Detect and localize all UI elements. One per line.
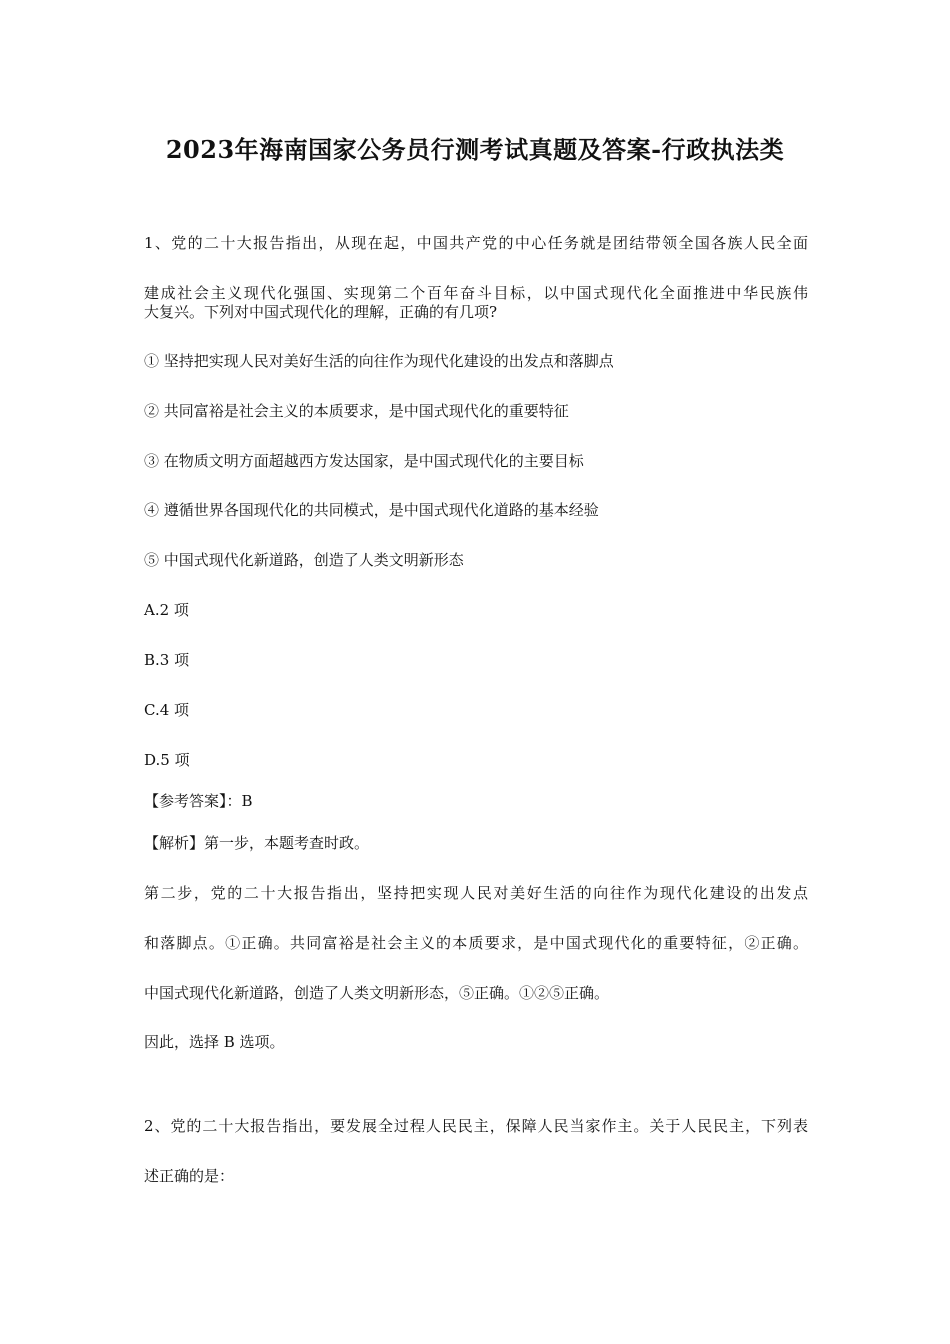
q1-stem-line-2: 建成社会主义现代化强国、实现第二个百年奋斗目标，以中国式现代化全面推进中华民族伟 — [144, 284, 808, 302]
q1-analysis-line-1: 【解析】第一步，本题考查时政。 — [144, 834, 370, 852]
document-title: 2023年海南国家公务员行测考试真题及答案-行政执法类 — [165, 135, 785, 164]
q2-stem-line-1: 2、党的二十大报告指出，要发展全过程人民民主，保障人民当家作主。关于人民民主，下列表 — [144, 1117, 808, 1135]
q1-statement-5: ⑤ 中国式现代化新道路，创造了人类文明新形态 — [144, 551, 464, 569]
q1-stem-line-1: 1、党的二十大报告指出，从现在起，中国共产党的中心任务就是团结带领全国各族人民全面 — [144, 234, 808, 252]
q1-answer: 【参考答案】：B — [144, 792, 253, 810]
q1-statement-1: ① 坚持把实现人民对美好生活的向往作为现代化建设的出发点和落脚点 — [144, 352, 614, 370]
q1-option-b: B.3 项 — [144, 651, 190, 669]
q2-stem-line-2: 述正确的是： — [144, 1167, 235, 1185]
q1-analysis-line-4: 中国式现代化新道路，创造了人类文明新形态，⑤正确。①②⑤正确。 — [144, 984, 610, 1002]
q1-analysis-line-3: 和落脚点。①正确。共同富裕是社会主义的本质要求，是中国式现代化的重要特征，②正确。 — [144, 934, 808, 952]
q1-statement-2: ② 共同富裕是社会主义的本质要求，是中国式现代化的重要特征 — [144, 402, 569, 420]
q1-option-c: C.4 项 — [144, 701, 190, 719]
q1-statement-3: ③ 在物质文明方面超越西方发达国家，是中国式现代化的主要目标 — [144, 452, 584, 470]
q1-option-a: A.2 项 — [144, 601, 189, 619]
q1-stem-line-3: 大复兴。下列对中国式现代化的理解，正确的有几项? — [144, 303, 498, 321]
q1-analysis-line-5: 因此，选择 B 选项。 — [144, 1033, 285, 1051]
q1-statement-4: ④ 遵循世界各国现代化的共同模式，是中国式现代化道路的基本经验 — [144, 501, 599, 519]
q1-analysis-line-2: 第二步，党的二十大报告指出，坚持把实现人民对美好生活的向往作为现代化建设的出发点 — [144, 884, 808, 902]
q1-option-d: D.5 项 — [144, 751, 190, 769]
